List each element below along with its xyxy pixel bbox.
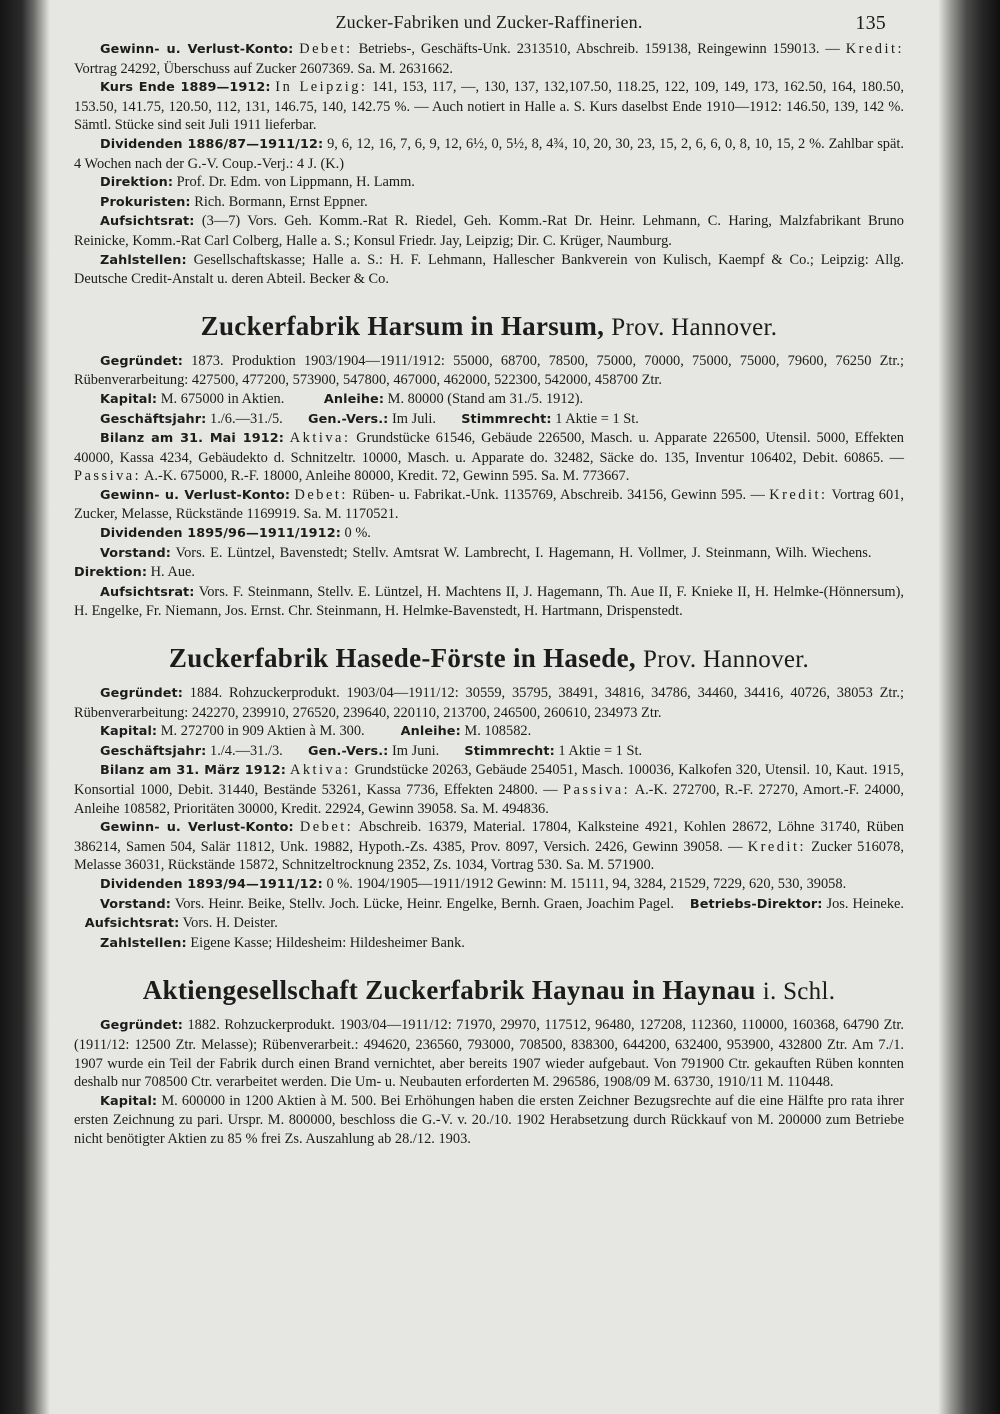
- entry-dividends: Dividenden 1886/87—1911/12: 9, 6, 12, 16, 7, 6, 9, 12, 6½, 0, 5½, 8, 4¾, 10, 20, 30, 23, 15, 2, 6, 6, 0, 8, 10, 15, 2 %. Zahlbar spät. 4 Wochen nach der G.-V. Coup.-Verj.: 4 J. (K.): [74, 135, 904, 172]
- entry-management: Direktion: Prof. Dr. Edm. von Lippmann, H. Lamm.: [100, 174, 415, 191]
- entry-supervisory-board: Aufsichtsrat: Vors. F. Steinmann, Stellv. E. Lüntzel, H. Machtens II, J. Hagemann, Th. Aue II, F. Knieke II, H. Helmke-(Hönnersum), H. Engelke, Fr. Niemann, Jos. Ernst. Chr. Steinmann, H. Helmke-Bavenstedt, H. Hartmann, Drispenstedt.: [74, 583, 904, 620]
- page-number: 135: [855, 12, 886, 34]
- entry-capital: Kapital: M. 675000 in Aktien. Anleihe: M. 80000 (Stand am 31./5. 1912).: [100, 390, 584, 407]
- entry-paying-agents: Zahlstellen: Gesellschaftskasse; Halle a. S.: H. F. Lehmann, Hallescher Bankverein von Kulisch, Kaempf & Co.; Leipzig: Allg. Deutsche Credit-Anstalt u. deren Abteil. Becker & Co.: [74, 251, 904, 288]
- entry-balance-sheet: Bilanz am 31. Mai 1912: Aktiva: Grundstücke 61546, Gebäude 226500, Masch. u. Apparate 226500, Utensil. 5000, Effekten 40000, Kassa 4234, Gebäudekto d. Schnitzeltr. 10000, Masch. u. Apparate do. 32482, Säcke do. 135, Inventur 106402, Debit. 60865. — Passiva: A.-K. 675000, R.-F. 18000, Anleihe 80000, Kredit. 72, Gewinn 595. Sa. M. 773667.: [74, 430, 904, 485]
- entry-board: Vorstand: Vors. Heinr. Beike, Stellv. Joch. Lücke, Heinr. Engelke, Bernh. Graen, Joachim Pagel. Betriebs-Direktor: Jos. Heineke. Aufsichtsrat: Vors. H. Deister.: [84, 895, 905, 932]
- entry-supervisory-board: Aufsichtsrat: (3—7) Vors. Geh. Komm.-Rat R. Riedel, Geh. Komm.-Rat Dr. Heinr. Lehmann, C. Haring, Malzfabrikant Bruno Reinicke, Komm.-Rat Carl Colberg, Halle a. S.; Konsul Friedr. Jay, Leipzig; Dir. C. Krüger, Naumburg.: [74, 213, 904, 249]
- entry-fiscal-year: Geschäftsjahr: 1./4.—31./3. Gen.-Vers.: Im Juni. Stimmrecht: 1 Aktie = 1 St.: [100, 742, 643, 759]
- entry-profit-loss: Gewinn- u. Verlust-Konto: Debet: Betriebs-, Geschäfts-Unk. 2313510, Abschreib. 159138, Reingewinn 159013. — Kredit: Vortrag 24292, Überschuss auf Zucker 2607369. Sa. M. 2631662.: [74, 41, 904, 77]
- section-haynau: [74, 975, 904, 1148]
- section-continued-entry: [74, 40, 904, 289]
- document-page: [74, 12, 904, 1149]
- scan-left-edge: [0, 0, 50, 1414]
- section-harsum: [74, 311, 904, 621]
- company-heading-hasede: Zuckerfabrik Hasede-Förste in Hasede, Prov. Hannover.: [168, 643, 810, 674]
- entry-profit-loss: Gewinn- u. Verlust-Konto: Debet: Abschreib. 16379, Material. 17804, Kalksteine 4921, Kohlen 28672, Löhne 31740, Rüben 386214, Samen 504, Salär 11812, Unk. 19882, Hypoth.-Zs. 4385, Prov. 8097, Versich. 2426, Gewinn 39058. — Kredit: Zucker 516078, Melasse 36031, Rückstände 15872, Schnitzeltrocknung 2352, Zs. 1034, Vortrag 530. Sa. M. 571900.: [74, 819, 904, 874]
- entry-dividends: Dividenden 1895/96—1911/1912: 0 %.: [100, 525, 371, 542]
- company-heading-haynau: Aktiengesellschaft Zuckerfabrik Haynau in Haynau i. Schl.: [142, 975, 836, 1006]
- entry-founded: Gegründet: 1884. Rohzuckerprodukt. 1903/04—1911/12: 30559, 35795, 38491, 34816, 34786, 34460, 34416, 40726, 38053 Ztr.; Rübenverarbeitung: 242270, 239910, 276520, 239640, 220110, 213700, 246500, 260610, 234973 Ztr.: [74, 685, 904, 721]
- entry-paying-agents: Zahlstellen: Eigene Kasse; Hildesheim: Hildesheimer Bank.: [100, 934, 465, 951]
- entry-dividends: Dividenden 1893/94—1911/12: 0 %. 1904/1905—1911/1912 Gewinn: M. 15111, 94, 3284, 21529, 7229, 620, 530, 39058.: [100, 875, 847, 892]
- entry-founded: Gegründet: 1882. Rohzuckerprodukt. 1903/04—1911/12: 71970, 29970, 117512, 96480, 127208, 112360, 110000, 160368, 64790 Ztr. (1911/12: 12500 Ztr. Melasse); Rübenverarbeit.: 494620, 236560, 793000, 708500, 838300, 644200, 632400, 953900, 432800 Ztr. Am 7./1. 1907 wurde ein Teil der Fabrik durch einen Brand vernichtet, aber bereits 1907 wieder aufgebaut. Von 791900 Ctr. gekauften Rüben konnten deshalb nur 708500 Ctr. verarbeitet werden. Die Um- u. Neubauten erforderten M. 296586, 1908/09 M. 63730, 1910/11 M. 110448.: [74, 1017, 904, 1091]
- entry-profit-loss: Gewinn- u. Verlust-Konto: Debet: Rüben- u. Fabrikat.-Unk. 1135769, Abschreib. 34156, Gewinn 595. — Kredit: Vortrag 601, Zucker, Melasse, Rückstände 1169919. Sa. M. 1170521.: [74, 486, 904, 523]
- running-title: Zucker-Fabriken und Zucker-Raffinerien.: [335, 12, 643, 32]
- company-heading-harsum: Zuckerfabrik Harsum in Harsum, Prov. Hannover.: [200, 310, 778, 341]
- entry-founded: Gegründet: 1873. Produktion 1903/1904—1911/1912: 55000, 68700, 78500, 75000, 70000, 75000, 75000, 79600, 76250 Ztr.; Rübenverarbeitung: 427500, 477200, 573900, 547800, 467000, 462000, 522300, 542000, 458700 Ztr.: [74, 352, 904, 389]
- page-header: [74, 12, 904, 40]
- scan-right-edge: [938, 0, 1000, 1414]
- entry-capital: Kapital: M. 600000 in 1200 Aktien à M. 500. Bei Erhöhungen haben die ersten Zeichner Bezugsrechte auf die eine Hälfte pro rata ihrer ersten Zeichnung zu pari. Urspr. M. 800000, beschloss die G.-V. v. 20./10. 1902 Herabsetzung durch Rückkauf von M. 200000 zum Betriebe nicht benötigter Aktien zu 85 % frei Zs. Auszahlung ab 28./12. 1903.: [74, 1092, 904, 1147]
- entry-balance-sheet: Bilanz am 31. März 1912: Aktiva: Grundstücke 20263, Gebäude 254051, Masch. 100036, Kalkofen 320, Utensil. 10, Kaut. 1915, Konsortial 1000, Debit. 31440, Bestände 53261, Kassa 7736, Effekten 24800. — Passiva: A.-K. 272700, R.-F. 27270, Amort.-F. 24000, Anleihe 108582, Prioritäten 30000, Kredit. 22924, Gewinn 39058. Sa. M. 494836.: [74, 762, 904, 817]
- entry-fiscal-year: Geschäftsjahr: 1./6.—31./5. Gen.-Vers.: Im Juli. Stimmrecht: 1 Aktie = 1 St.: [100, 410, 639, 427]
- entry-stock-price: Kurs Ende 1889—1912: In Leipzig: 141, 153, 117, —, 130, 137, 132,107.50, 118.25, 122, 109, 149, 173, 162.50, 164, 180.50, 153.50, 141.75, 120.50, 112, 131, 146.75, 140, 142.75 %. — Auch notiert in Halle a. S. Kurs daselbst Ende 1910—1912: 146.50, 139, 142 %. Sämtl. Stücke sind seit Juli 1911 lieferbar.: [74, 79, 904, 134]
- entry-procurists: Prokuristen: Rich. Bormann, Ernst Eppner.: [100, 193, 368, 210]
- entry-capital: Kapital: M. 272700 in 909 Aktien à M. 300. Anleihe: M. 108582.: [100, 723, 532, 740]
- section-hasede: [74, 643, 904, 953]
- entry-board: Vorstand: Vors. E. Lüntzel, Bavenstedt; Stellv. Amtsrat W. Lambrecht, I. Hagemann, H. Vollmer, J. Steinmann, Wilh. Wiechens. Direktion: H. Aue.: [74, 544, 872, 581]
